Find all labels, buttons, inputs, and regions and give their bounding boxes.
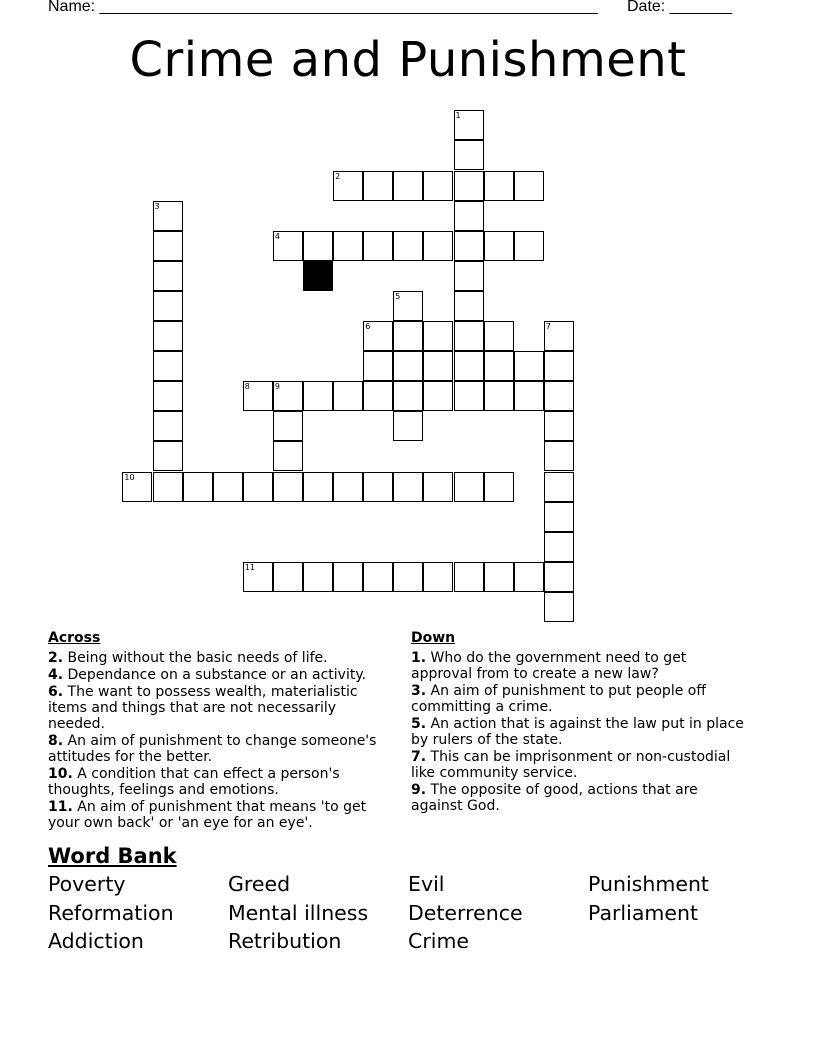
clue-number: 7 — [545, 322, 551, 331]
grid-cell[interactable] — [484, 472, 514, 502]
word-bank-item: Punishment — [588, 872, 709, 896]
grid-cell[interactable] — [454, 381, 484, 411]
grid-cell[interactable] — [153, 472, 183, 502]
down-clue — [411, 749, 751, 781]
clue-text: An aim of punishment that means 'to get your own back' or 'an eye for an eye'. — [48, 799, 367, 831]
grid-cell[interactable] — [303, 472, 333, 502]
grid-cell[interactable] — [423, 472, 453, 502]
grid-cell[interactable] — [514, 171, 544, 201]
grid-cell[interactable] — [423, 171, 453, 201]
grid-cell[interactable] — [363, 381, 393, 411]
across-clue — [48, 799, 388, 831]
down-clue — [411, 683, 751, 715]
grid-cell[interactable] — [303, 381, 333, 411]
clue-num: 7. — [411, 749, 427, 765]
grid-cell[interactable] — [514, 562, 544, 592]
name-field[interactable]: Name: ________________________________________________________ — [48, 0, 598, 15]
grid-cell[interactable] — [273, 441, 303, 471]
grid-cell[interactable] — [363, 472, 393, 502]
clue-number: 11 — [244, 562, 255, 572]
across-clues — [48, 630, 388, 832]
clue-num: 3. — [411, 683, 427, 699]
clue-text: An aim of punishment to put people off committing a crime. — [411, 683, 706, 715]
grid-cell[interactable] — [454, 351, 484, 381]
clue-text: An aim of punishment to change someone's attitudes for the better. — [48, 733, 377, 765]
grid-cell[interactable] — [544, 472, 574, 502]
clue-text: A condition that can effect a person's thoughts, feelings and emotions. — [48, 766, 340, 798]
grid-cell[interactable] — [333, 381, 363, 411]
grid-block — [303, 261, 333, 291]
grid-cell[interactable] — [333, 562, 363, 592]
down-clue — [411, 650, 751, 682]
word-bank-item: Parliament — [588, 900, 698, 925]
grid-cell[interactable] — [423, 562, 453, 592]
grid-cell[interactable] — [153, 381, 183, 411]
grid-cell[interactable] — [544, 502, 574, 532]
across-clue — [48, 684, 388, 732]
clue-text: This can be imprisonment or non-custodial like community service. — [411, 749, 731, 781]
grid-cell[interactable] — [333, 231, 363, 261]
grid-cell[interactable] — [273, 562, 303, 592]
word-bank-item: Mental illness — [228, 900, 369, 925]
grid-cell[interactable] — [544, 441, 574, 471]
word-bank-item: Deterrence — [408, 900, 523, 925]
grid-cell[interactable] — [544, 532, 574, 562]
clue-num: 8. — [48, 733, 64, 749]
word-bank-item: Poverty — [48, 872, 126, 896]
clue-text: The opposite of good, actions that are against God. — [411, 782, 698, 814]
clue-num: 5. — [411, 716, 427, 732]
grid-cell[interactable] — [454, 140, 484, 170]
across-heading: Across — [48, 630, 101, 646]
grid-cell[interactable] — [153, 351, 183, 381]
word-bank-item: Evil — [408, 872, 445, 896]
grid-cell[interactable] — [363, 171, 393, 201]
grid-cell[interactable] — [393, 351, 423, 381]
down-clues — [411, 630, 751, 815]
clue-text: Dependance on a substance or an activity. — [63, 667, 367, 683]
clue-num: 2. — [48, 650, 64, 666]
grid-cell[interactable] — [544, 381, 574, 411]
grid-cell[interactable] — [153, 411, 183, 441]
clue-number: 1 — [455, 111, 461, 121]
across-clue — [48, 650, 388, 666]
grid-cell[interactable] — [393, 411, 423, 441]
word-bank-item: Addiction — [48, 929, 144, 953]
grid-cell[interactable] — [273, 472, 303, 502]
grid-cell[interactable] — [393, 231, 423, 261]
grid-cell[interactable] — [514, 351, 544, 381]
grid-cell[interactable] — [153, 321, 183, 351]
word-bank-item: Retribution — [228, 929, 342, 953]
date-field[interactable]: Date: _______ — [627, 0, 732, 15]
clue-text: Who do the government need to get approval from to create a new law? — [411, 650, 687, 682]
clue-num: 10. — [48, 766, 73, 782]
grid-cell[interactable] — [153, 441, 183, 471]
grid-cell[interactable] — [454, 291, 484, 321]
grid-cell[interactable] — [544, 351, 574, 381]
grid-cell[interactable] — [484, 351, 514, 381]
grid-cell[interactable] — [153, 261, 183, 291]
down-heading: Down — [411, 630, 456, 646]
down-clue — [411, 716, 751, 748]
grid-cell[interactable] — [454, 261, 484, 291]
grid-cell[interactable] — [273, 411, 303, 441]
down-clue — [411, 782, 751, 814]
grid-cell[interactable] — [454, 472, 484, 502]
clue-num: 9. — [411, 782, 427, 798]
grid-cell[interactable] — [243, 472, 273, 502]
grid-cell[interactable] — [393, 321, 423, 351]
grid-cell[interactable] — [153, 231, 183, 261]
grid-cell[interactable] — [333, 472, 363, 502]
clue-num: 6. — [48, 684, 64, 700]
grid-cell[interactable] — [393, 472, 423, 502]
grid-cell[interactable] — [514, 381, 544, 411]
clue-num: 11. — [48, 799, 73, 815]
grid-cell[interactable] — [544, 411, 574, 441]
grid-cell[interactable] — [484, 562, 514, 592]
clue-num: 4. — [48, 667, 64, 683]
word-bank — [48, 872, 768, 958]
grid-cell[interactable] — [363, 351, 393, 381]
grid-cell[interactable] — [423, 231, 453, 261]
word-bank-item: Crime — [408, 929, 470, 953]
grid-cell[interactable] — [454, 562, 484, 592]
clue-number: 8 — [244, 382, 250, 392]
grid-cell[interactable] — [454, 171, 484, 201]
clue-text: An action that is against the law put in place by rulers of the state. — [411, 716, 744, 748]
clue-text: The want to possess wealth, materialistic items and things that are not necessarily needed. — [48, 684, 358, 732]
grid-cell[interactable] — [454, 321, 484, 351]
grid-cell[interactable] — [484, 231, 514, 261]
word-bank-item: Reformation — [48, 900, 174, 925]
clue-number: 10 — [124, 472, 135, 482]
grid-cell[interactable] — [484, 321, 514, 351]
grid-cell[interactable] — [544, 592, 574, 622]
grid-cell[interactable] — [363, 231, 393, 261]
grid-cell[interactable] — [393, 381, 423, 411]
grid-cell[interactable] — [303, 562, 333, 592]
grid-cell[interactable] — [484, 171, 514, 201]
clue-text: Being without the basic needs of life. — [63, 650, 328, 666]
clue-num: 1. — [411, 650, 427, 666]
grid-cell[interactable] — [213, 472, 243, 502]
clue-number: 4 — [274, 231, 280, 241]
clue-number: 6 — [365, 322, 371, 331]
grid-cell[interactable] — [454, 231, 484, 261]
grid-cell[interactable] — [544, 562, 574, 592]
word-bank-heading: Word Bank — [48, 844, 177, 868]
grid-cell[interactable] — [423, 351, 453, 381]
word-bank-item: Greed — [228, 872, 291, 896]
grid-cell[interactable] — [393, 171, 423, 201]
clue-number: 3 — [154, 201, 160, 211]
across-clue — [48, 733, 388, 765]
grid-cell[interactable] — [393, 562, 423, 592]
clue-number: 9 — [274, 382, 280, 392]
clue-number: 5 — [395, 291, 401, 301]
grid-cell[interactable] — [303, 231, 333, 261]
grid-cell[interactable] — [514, 231, 544, 261]
across-clue — [48, 667, 388, 683]
grid-cell[interactable] — [363, 562, 393, 592]
grid-cell[interactable] — [454, 201, 484, 231]
clue-number: 2 — [335, 171, 341, 181]
page-title: Crime and Punishment — [129, 32, 687, 88]
across-clue — [48, 766, 388, 798]
grid-cell[interactable] — [183, 472, 213, 502]
grid-cell[interactable] — [423, 381, 453, 411]
grid-cell[interactable] — [484, 381, 514, 411]
grid-cell[interactable] — [153, 291, 183, 321]
grid-cell[interactable] — [423, 321, 453, 351]
